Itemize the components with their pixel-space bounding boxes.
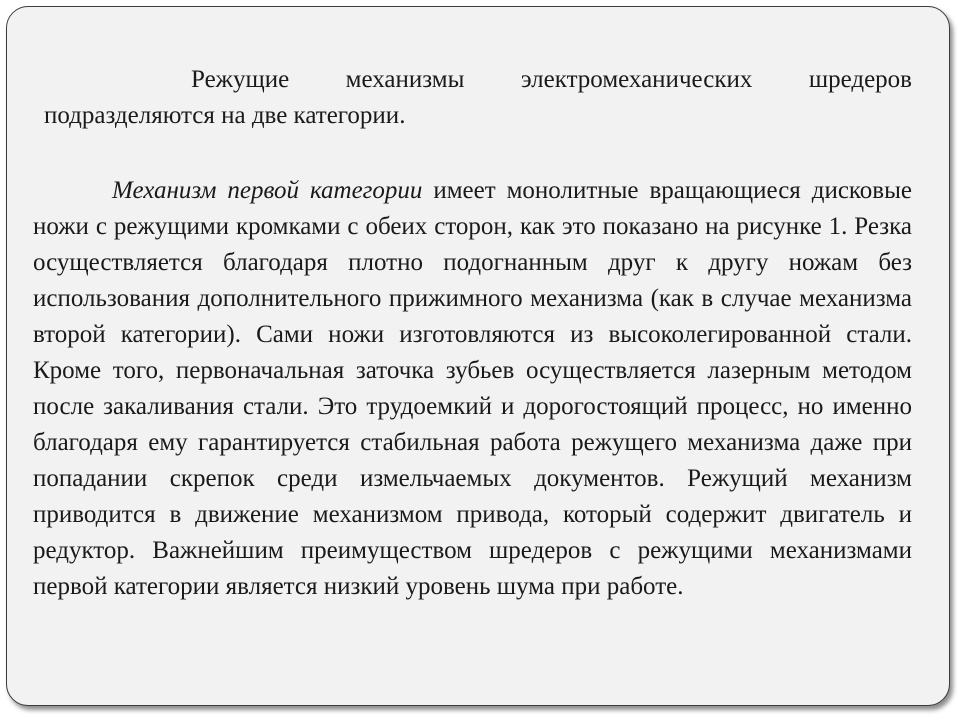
first-category-emphasis: Механизм первой категории [112, 177, 423, 204]
body-paragraph-text: имеет монолитные вращающиеся дисковые ножи с режущими кромками с обеих сторон, как это показано на рисунке 1. Резка осуществляется благодаря плотно подогнанным друг к другу ножам без использования дополнительного прижимного механизма (как в случае механизма второй категории). Сами ножи изготовляются из высоколегированной стали. Кроме того, первоначальная заточка зубьев осуществляется лазерным методом после закаливания стали. Это трудоемкий и дорогостоящий процесс, но именно благодаря ему гарантируется стабильная работа режущего механизма даже при попадании скрепок среди измельчаемых документов. Режущий механизм приводится в движение механизмом привода, который содержит двигатель и редуктор. Важнейшим преимуществом шредеров с режущими механизмами первой категории является низкий уровень шума при работе. [33, 177, 912, 600]
intro-paragraph: Режущие механизмы электромеханических шредеров подразделяются на две категории. [44, 66, 912, 129]
body-paragraph [33, 173, 912, 605]
